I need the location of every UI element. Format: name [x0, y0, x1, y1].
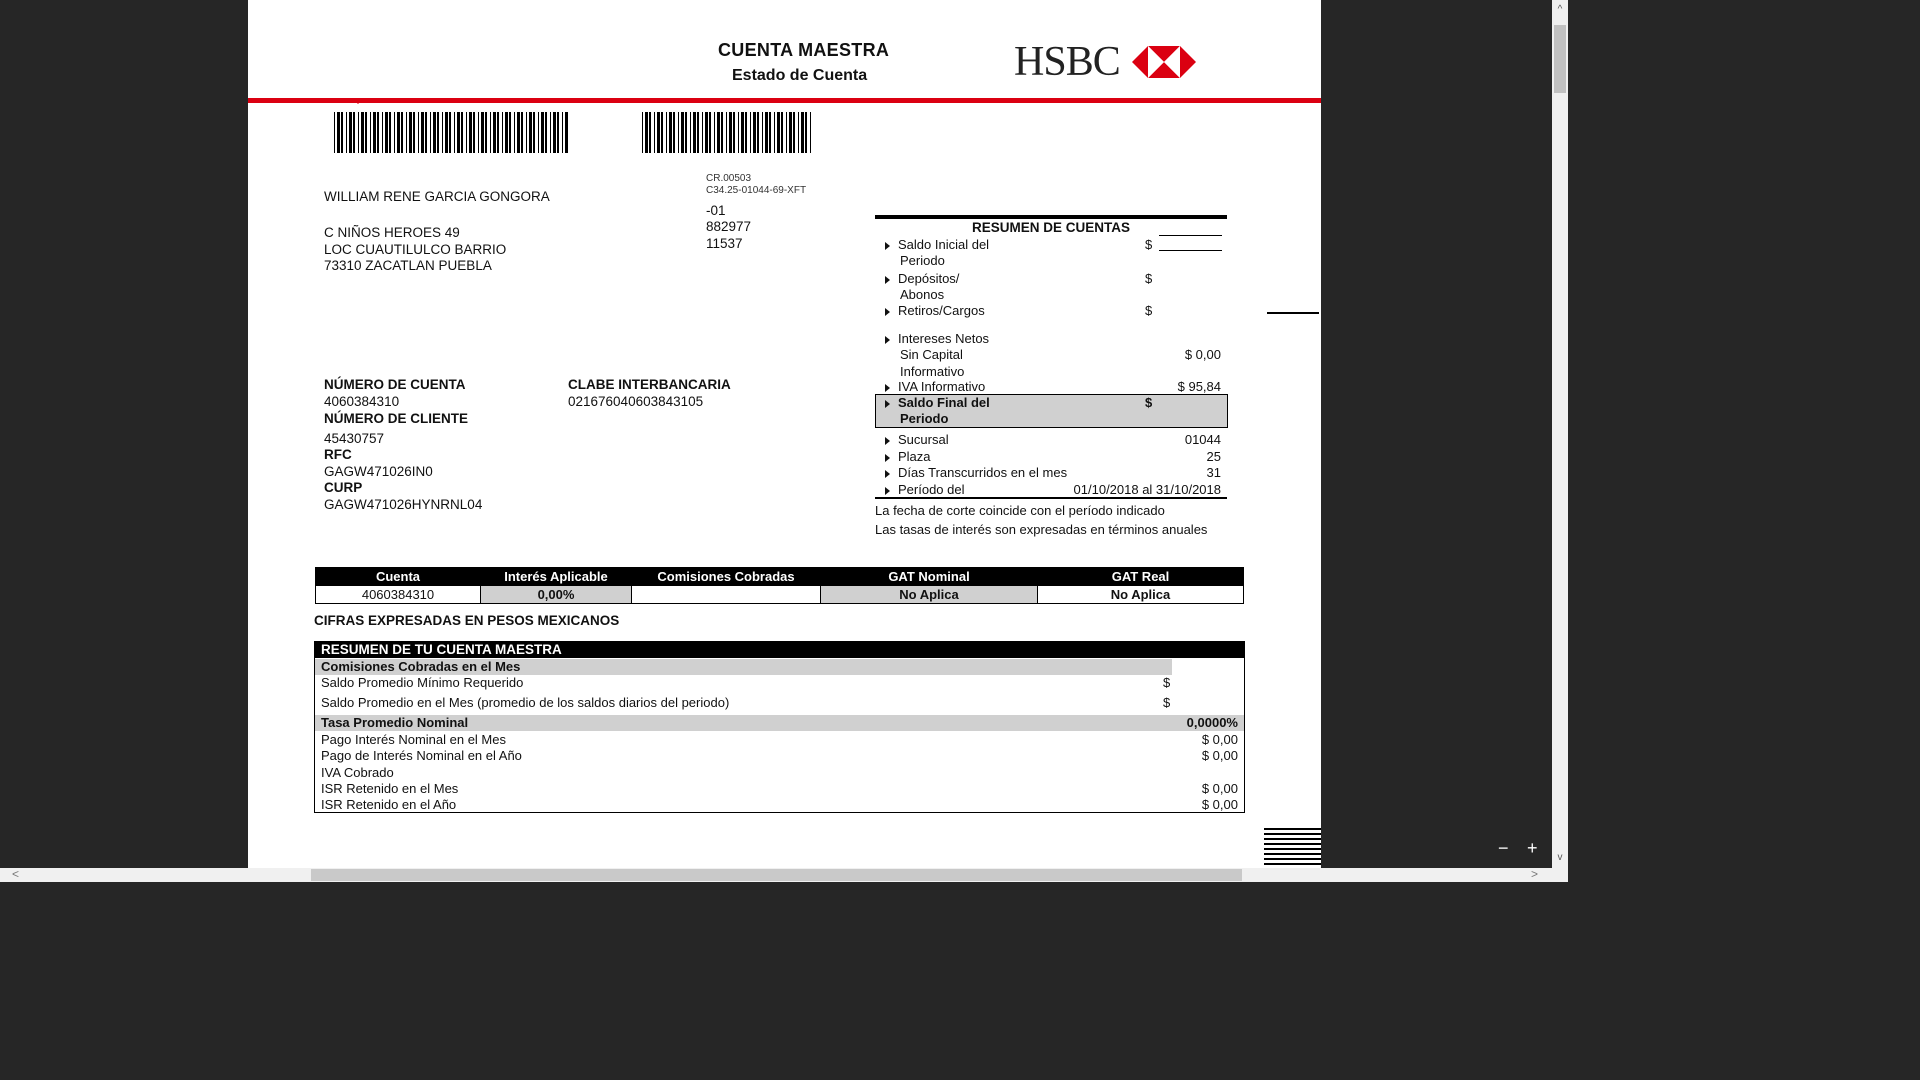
dias-label: Días Transcurridos en el mes: [898, 465, 1068, 480]
isr-mes-label: ISR Retenido en el Mes: [321, 781, 459, 796]
pago-anio-value: $ 0,00: [1201, 748, 1238, 763]
horizontal-scrollbar[interactable]: [0, 868, 1568, 882]
iva-value: $ 95,84: [1177, 379, 1221, 394]
saldo-min-currency: $: [1163, 675, 1171, 690]
bullet-icon: [885, 470, 890, 478]
scroll-down-arrow-icon[interactable]: v: [1557, 852, 1563, 863]
depositos-label-2: Abonos: [900, 287, 945, 302]
sucursal-value: 01044: [1184, 432, 1221, 447]
omr-marks-bottom: [1264, 828, 1321, 870]
routing-code-5: 11537: [706, 236, 743, 251]
intereses-label-2: Sin Capital: [900, 347, 963, 362]
iva-label: IVA Informativo: [898, 379, 986, 394]
cifras-heading: CIFRAS EXPRESADAS EN PESOS MEXICANOS: [314, 613, 620, 628]
rfc-value: GAGW471026IN0: [324, 464, 433, 479]
omr-mark-top: [1267, 312, 1319, 314]
curp-label: CURP: [324, 480, 363, 495]
saldo-prom-label: Saldo Promedio en el Mes (promedio de los saldos diarios del periodo): [321, 695, 730, 710]
saldo-inicial-rule-2: [1159, 250, 1222, 251]
branch-info: [875, 432, 1227, 552]
note-tasas: Las tasas de interés son expresadas en términos anuales: [875, 522, 1208, 537]
periodo-rule: [875, 497, 1227, 499]
depositos-label: Depósitos/: [898, 271, 960, 286]
vertical-scroll-thumb[interactable]: [1554, 25, 1566, 93]
plaza-label: Plaza: [898, 449, 931, 464]
scroll-right-arrow-icon[interactable]: >: [1531, 867, 1539, 881]
rates-header-gat-nominal: GAT Nominal: [821, 568, 1038, 586]
dias-value: 31: [1206, 465, 1221, 480]
routing-code-2: C34.25-01044-69-XFT: [706, 185, 807, 196]
rates-gat-nominal: No Aplica: [821, 586, 1038, 604]
depositos-currency: $: [1145, 271, 1153, 286]
account-summary-box: [875, 215, 1227, 435]
zoom-out-button[interactable]: −: [1498, 838, 1509, 858]
isr-anio-label: ISR Retenido en el Año: [321, 797, 457, 812]
hsbc-hexagon-logo-icon: [1132, 46, 1196, 78]
rates-value-row: [316, 586, 1244, 604]
saldo-final-label-2: Periodo: [900, 411, 949, 426]
bullet-icon: [885, 437, 890, 445]
bullet-icon: [885, 308, 890, 316]
rates-header-gat-real: GAT Real: [1038, 568, 1244, 586]
scroll-left-arrow-icon[interactable]: <: [12, 867, 20, 881]
maestra-title: RESUMEN DE TU CUENTA MAESTRA: [315, 642, 1244, 658]
bullet-icon: [885, 336, 890, 344]
statement-page: [248, 0, 1321, 870]
saldo-inicial-rule-1: [1159, 235, 1222, 236]
scroll-up-arrow-icon[interactable]: ^: [1557, 4, 1563, 15]
rates-table: [315, 567, 1244, 604]
clabe-value: 021676040603843105: [568, 394, 704, 409]
barcode-2: [642, 112, 814, 153]
sucursal-label: Sucursal: [898, 432, 949, 447]
bullet-icon: [885, 454, 890, 462]
bullet-icon: [885, 242, 890, 250]
summary-top-rule: [875, 215, 1227, 219]
horizontal-scroll-thumb[interactable]: [311, 869, 1242, 881]
address-line-2: LOC CUAUTILULCO BARRIO: [324, 242, 507, 257]
account-number: 4060384310: [324, 394, 400, 409]
saldo-inicial-label: Saldo Inicial del: [898, 237, 990, 252]
bullet-icon: [885, 276, 890, 284]
saldo-prom-currency: $: [1163, 695, 1171, 710]
document-subtitle: Estado de Cuenta: [732, 67, 868, 84]
tasa-value: 0,0000%: [1186, 715, 1238, 730]
client-number: 45430757: [324, 431, 385, 446]
client-number-label: NÚMERO DE CLIENTE: [324, 411, 469, 426]
intereses-label-3: Informativo: [900, 364, 965, 379]
summary-title: RESUMEN DE CUENTAS: [971, 220, 1130, 235]
retiros-currency: $: [1145, 303, 1153, 318]
barcode-1: [334, 112, 570, 153]
saldo-inicial-label-2: Periodo: [900, 253, 945, 268]
intereses-label: Intereses Netos: [898, 331, 990, 346]
periodo-value: 01/10/2018 al 31/10/2018: [1073, 482, 1221, 497]
bullet-icon: [885, 384, 890, 392]
vertical-scrollbar[interactable]: [1552, 0, 1568, 868]
rates-header-row: [316, 568, 1244, 586]
saldo-min-label: Saldo Promedio Mínimo Requerido: [321, 675, 524, 690]
rates-comisiones: [632, 586, 821, 604]
saldo-final-currency: $: [1145, 395, 1153, 410]
clabe-label: CLABE INTERBANCARIA: [568, 377, 731, 392]
address-line-1: C NIÑOS HEROES 49: [324, 225, 460, 240]
isr-mes-value: $ 0,00: [1201, 781, 1238, 796]
account-number-label: NÚMERO DE CUENTA: [324, 377, 466, 392]
periodo-label: Período del: [898, 482, 965, 497]
plaza-value: 25: [1206, 449, 1221, 464]
rates-gat-real: No Aplica: [1038, 586, 1244, 604]
header-divider: [248, 98, 1321, 103]
rfc-label: RFC: [324, 447, 352, 462]
note-fecha-corte: La fecha de corte coincide con el período indicado: [875, 503, 1165, 518]
iva-cobrado-label: IVA Cobrado: [321, 765, 394, 780]
zoom-in-button[interactable]: +: [1527, 838, 1538, 858]
saldo-min-cell-edge: [1244, 674, 1245, 696]
routing-code-3: -01: [706, 203, 726, 218]
maestra-summary-table: [314, 641, 1245, 813]
rates-cuenta: 4060384310: [316, 586, 481, 604]
address-line-3: 73310 ZACATLAN PUEBLA: [324, 258, 492, 273]
tasa-label: Tasa Promedio Nominal: [321, 715, 469, 730]
saldo-inicial-currency: $: [1145, 237, 1153, 252]
bullet-icon: [885, 487, 890, 495]
header-notch: [352, 98, 364, 104]
rates-header-cuenta: Cuenta: [316, 568, 481, 586]
comisiones-row: Comisiones Cobradas en el Mes: [315, 659, 1172, 675]
pago-mes-value: $ 0,00: [1201, 732, 1238, 747]
rates-interes: 0,00%: [481, 586, 632, 604]
customer-name: WILLIAM RENE GARCIA GONGORA: [324, 189, 550, 204]
bullet-icon: [885, 400, 890, 408]
pago-anio-label: Pago de Interés Nominal en el Año: [321, 748, 522, 763]
saldo-final-label: Saldo Final del: [898, 395, 990, 410]
brand-wordmark: HSBC: [1014, 39, 1120, 85]
rates-header-interes: Interés Aplicable: [481, 568, 632, 586]
rates-header-comisiones: Comisiones Cobradas: [632, 568, 821, 586]
isr-anio-value: $ 0,00: [1201, 797, 1238, 812]
routing-code-4: 882977: [706, 219, 752, 234]
retiros-label: Retiros/Cargos: [898, 303, 985, 318]
curp-value: GAGW471026HYNRNL04: [324, 497, 483, 512]
pago-mes-label: Pago Interés Nominal en el Mes: [321, 732, 506, 747]
intereses-value: $ 0,00: [1184, 347, 1221, 362]
document-title: CUENTA MAESTRA: [718, 40, 890, 60]
routing-code-1: CR.00503: [706, 173, 752, 184]
